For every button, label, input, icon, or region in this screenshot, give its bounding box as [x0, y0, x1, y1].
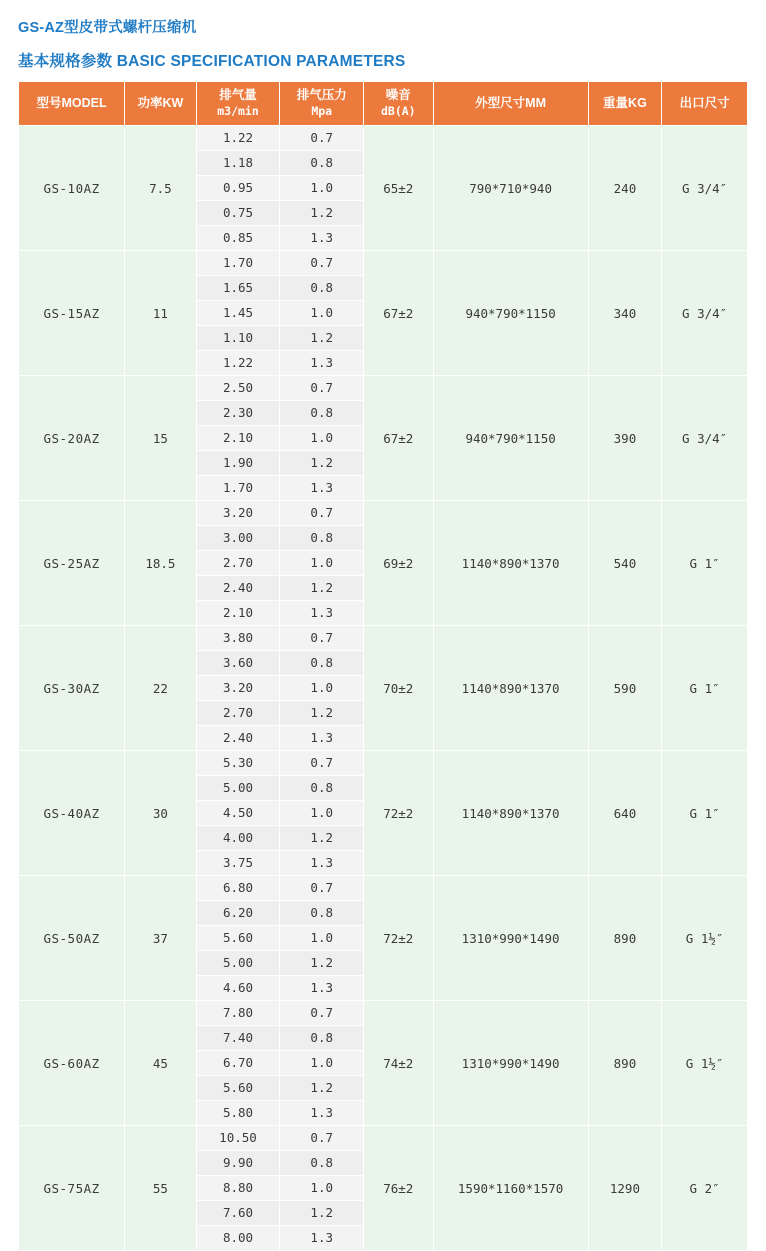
cell-pressure: 1.2: [280, 951, 364, 976]
cell-flow: 2.40: [196, 576, 280, 601]
cell-dimensions: 940*790*1150: [433, 251, 588, 376]
cell-flow: 1.70: [196, 476, 280, 501]
cell-flow: 2.10: [196, 426, 280, 451]
column-header-model-line1: 型号MODEL: [36, 95, 107, 110]
cell-weight: 240: [588, 126, 662, 251]
cell-dimensions: 1140*890*1370: [433, 626, 588, 751]
column-header-dimensions: [433, 82, 588, 126]
column-header-power-line1: 功率KW: [137, 95, 184, 110]
cell-pressure: 1.3: [280, 476, 364, 501]
column-header-weight: [588, 82, 662, 126]
cell-flow: 4.50: [196, 801, 280, 826]
cell-power: 30: [125, 751, 196, 876]
cell-pressure: 1.0: [280, 551, 364, 576]
cell-weight: 390: [588, 376, 662, 501]
cell-flow: 3.20: [196, 676, 280, 701]
cell-model: GS-15AZ: [19, 251, 125, 376]
column-header-outlet-line1: 出口尺寸: [679, 95, 730, 110]
cell-flow: 5.00: [196, 776, 280, 801]
cell-pressure: 1.2: [280, 576, 364, 601]
cell-pressure: 1.2: [280, 1201, 364, 1226]
table-body: [19, 126, 748, 1251]
cell-power: 7.5: [125, 126, 196, 251]
cell-model: GS-75AZ: [19, 1126, 125, 1251]
column-header-model: [19, 82, 125, 126]
cell-pressure: 0.7: [280, 126, 364, 151]
cell-noise: 70±2: [364, 626, 433, 751]
cell-outlet: G 3/4″: [662, 126, 748, 251]
cell-flow: 1.65: [196, 276, 280, 301]
cell-flow: 2.10: [196, 601, 280, 626]
cell-dimensions: 1590*1160*1570: [433, 1126, 588, 1251]
specification-table: [18, 81, 748, 1251]
cell-pressure: 0.7: [280, 876, 364, 901]
cell-flow: 1.90: [196, 451, 280, 476]
table-row: [19, 376, 748, 401]
cell-weight: 540: [588, 501, 662, 626]
cell-pressure: 1.0: [280, 1176, 364, 1201]
cell-pressure: 0.8: [280, 276, 364, 301]
cell-pressure: 1.3: [280, 1101, 364, 1126]
cell-pressure: 1.3: [280, 226, 364, 251]
cell-flow: 4.60: [196, 976, 280, 1001]
cell-flow: 0.75: [196, 201, 280, 226]
cell-flow: 2.40: [196, 726, 280, 751]
table-row: [19, 751, 748, 776]
page-subtitle: 基本规格参数 BASIC SPECIFICATION PARAMETERS: [18, 53, 406, 70]
table-row: [19, 251, 748, 276]
cell-power: 37: [125, 876, 196, 1001]
cell-flow: 3.60: [196, 651, 280, 676]
cell-dimensions: 1310*990*1490: [433, 1001, 588, 1126]
cell-flow: 5.30: [196, 751, 280, 776]
cell-pressure: 1.0: [280, 176, 364, 201]
cell-flow: 2.70: [196, 701, 280, 726]
cell-flow: 7.60: [196, 1201, 280, 1226]
column-header-flow-line2: m3/min: [217, 103, 259, 118]
cell-pressure: 1.3: [280, 726, 364, 751]
cell-noise: 69±2: [364, 501, 433, 626]
cell-weight: 590: [588, 626, 662, 751]
column-header-pressure-line2: Mpa: [311, 103, 333, 118]
cell-flow: 8.00: [196, 1226, 280, 1251]
cell-pressure: 1.3: [280, 976, 364, 1001]
cell-pressure: 0.8: [280, 526, 364, 551]
cell-flow: 1.22: [196, 351, 280, 376]
cell-pressure: 0.8: [280, 151, 364, 176]
column-header-noise-line1: 噪音: [385, 88, 411, 102]
cell-weight: 890: [588, 1001, 662, 1126]
cell-outlet: G 1½″: [662, 876, 748, 1001]
column-header-pressure-line1: 排气压力: [296, 88, 347, 102]
cell-power: 18.5: [125, 501, 196, 626]
cell-model: GS-40AZ: [19, 751, 125, 876]
cell-flow: 9.90: [196, 1151, 280, 1176]
cell-model: GS-20AZ: [19, 376, 125, 501]
cell-pressure: 0.8: [280, 776, 364, 801]
cell-flow: 1.10: [196, 326, 280, 351]
cell-model: GS-60AZ: [19, 1001, 125, 1126]
cell-flow: 3.75: [196, 851, 280, 876]
cell-pressure: 1.0: [280, 1051, 364, 1076]
table-row: [19, 126, 748, 151]
table-row: [19, 876, 748, 901]
cell-pressure: 1.0: [280, 426, 364, 451]
cell-pressure: 1.0: [280, 926, 364, 951]
cell-dimensions: 1140*890*1370: [433, 751, 588, 876]
cell-noise: 67±2: [364, 251, 433, 376]
cell-pressure: 0.8: [280, 651, 364, 676]
cell-flow: 0.95: [196, 176, 280, 201]
cell-dimensions: 940*790*1150: [433, 376, 588, 501]
cell-flow: 1.22: [196, 126, 280, 151]
cell-outlet: G 1″: [662, 501, 748, 626]
cell-flow: 2.70: [196, 551, 280, 576]
cell-outlet: G 3/4″: [662, 376, 748, 501]
cell-flow: 2.30: [196, 401, 280, 426]
cell-pressure: 0.8: [280, 1026, 364, 1051]
table-row: [19, 1126, 748, 1151]
cell-flow: 10.50: [196, 1126, 280, 1151]
column-header-power: [125, 82, 196, 126]
cell-pressure: 1.3: [280, 851, 364, 876]
cell-pressure: 0.7: [280, 1126, 364, 1151]
cell-pressure: 1.3: [280, 351, 364, 376]
cell-flow: 5.60: [196, 926, 280, 951]
cell-noise: 67±2: [364, 376, 433, 501]
cell-pressure: 1.2: [280, 201, 364, 226]
cell-flow: 6.70: [196, 1051, 280, 1076]
cell-pressure: 1.3: [280, 601, 364, 626]
column-header-outlet: [662, 82, 748, 126]
cell-flow: 6.80: [196, 876, 280, 901]
cell-flow: 3.80: [196, 626, 280, 651]
cell-dimensions: 1310*990*1490: [433, 876, 588, 1001]
cell-pressure: 1.2: [280, 701, 364, 726]
cell-pressure: 0.7: [280, 501, 364, 526]
cell-noise: 65±2: [364, 126, 433, 251]
cell-pressure: 0.7: [280, 376, 364, 401]
cell-model: GS-25AZ: [19, 501, 125, 626]
cell-pressure: 0.8: [280, 901, 364, 926]
cell-pressure: 0.8: [280, 1151, 364, 1176]
column-header-dimensions-line1: 外型尺寸MM: [475, 95, 546, 110]
cell-flow: 5.00: [196, 951, 280, 976]
cell-weight: 340: [588, 251, 662, 376]
cell-power: 15: [125, 376, 196, 501]
cell-pressure: 0.7: [280, 1001, 364, 1026]
cell-pressure: 1.0: [280, 676, 364, 701]
cell-flow: 8.80: [196, 1176, 280, 1201]
table-header-row: [19, 82, 748, 126]
cell-flow: 3.20: [196, 501, 280, 526]
cell-pressure: 1.2: [280, 826, 364, 851]
cell-dimensions: 1140*890*1370: [433, 501, 588, 626]
cell-flow: 0.85: [196, 226, 280, 251]
cell-model: GS-50AZ: [19, 876, 125, 1001]
column-header-flow-line1: 排气量: [219, 88, 257, 102]
cell-outlet: G 1″: [662, 751, 748, 876]
cell-pressure: 1.2: [280, 326, 364, 351]
cell-pressure: 0.7: [280, 251, 364, 276]
cell-flow: 4.00: [196, 826, 280, 851]
cell-power: 22: [125, 626, 196, 751]
cell-flow: 5.60: [196, 1076, 280, 1101]
cell-pressure: 0.7: [280, 626, 364, 651]
cell-pressure: 0.8: [280, 401, 364, 426]
cell-pressure: 1.0: [280, 301, 364, 326]
cell-flow: 1.18: [196, 151, 280, 176]
cell-flow: 6.20: [196, 901, 280, 926]
cell-noise: 72±2: [364, 876, 433, 1001]
cell-model: GS-10AZ: [19, 126, 125, 251]
cell-flow: 5.80: [196, 1101, 280, 1126]
table-header: [19, 82, 748, 126]
table-row: [19, 1001, 748, 1026]
cell-pressure: 1.3: [280, 1226, 364, 1251]
cell-pressure: 1.0: [280, 801, 364, 826]
cell-pressure: 1.2: [280, 451, 364, 476]
table-row: [19, 626, 748, 651]
cell-pressure: 1.2: [280, 1076, 364, 1101]
column-header-noise-line2: dB(A): [380, 103, 416, 118]
page-title: GS-AZ型皮带式螺杆压缩机: [18, 20, 197, 36]
cell-flow: 1.70: [196, 251, 280, 276]
cell-weight: 640: [588, 751, 662, 876]
table-row: [19, 501, 748, 526]
cell-outlet: G 3/4″: [662, 251, 748, 376]
column-header-flow: [196, 82, 280, 126]
cell-pressure: 0.7: [280, 751, 364, 776]
cell-flow: 3.00: [196, 526, 280, 551]
cell-dimensions: 790*710*940: [433, 126, 588, 251]
cell-weight: 1290: [588, 1126, 662, 1251]
column-header-pressure: [280, 82, 364, 126]
cell-flow: 2.50: [196, 376, 280, 401]
cell-noise: 74±2: [364, 1001, 433, 1126]
cell-outlet: G 1″: [662, 626, 748, 751]
cell-outlet: G 1½″: [662, 1001, 748, 1126]
column-header-noise: [364, 82, 433, 126]
cell-power: 11: [125, 251, 196, 376]
cell-flow: 7.40: [196, 1026, 280, 1051]
cell-noise: 76±2: [364, 1126, 433, 1251]
cell-weight: 890: [588, 876, 662, 1001]
cell-power: 45: [125, 1001, 196, 1126]
cell-flow: 7.80: [196, 1001, 280, 1026]
column-header-weight-line1: 重量KG: [603, 95, 647, 110]
cell-noise: 72±2: [364, 751, 433, 876]
cell-outlet: G 2″: [662, 1126, 748, 1251]
cell-flow: 1.45: [196, 301, 280, 326]
cell-power: 55: [125, 1126, 196, 1251]
cell-model: GS-30AZ: [19, 626, 125, 751]
